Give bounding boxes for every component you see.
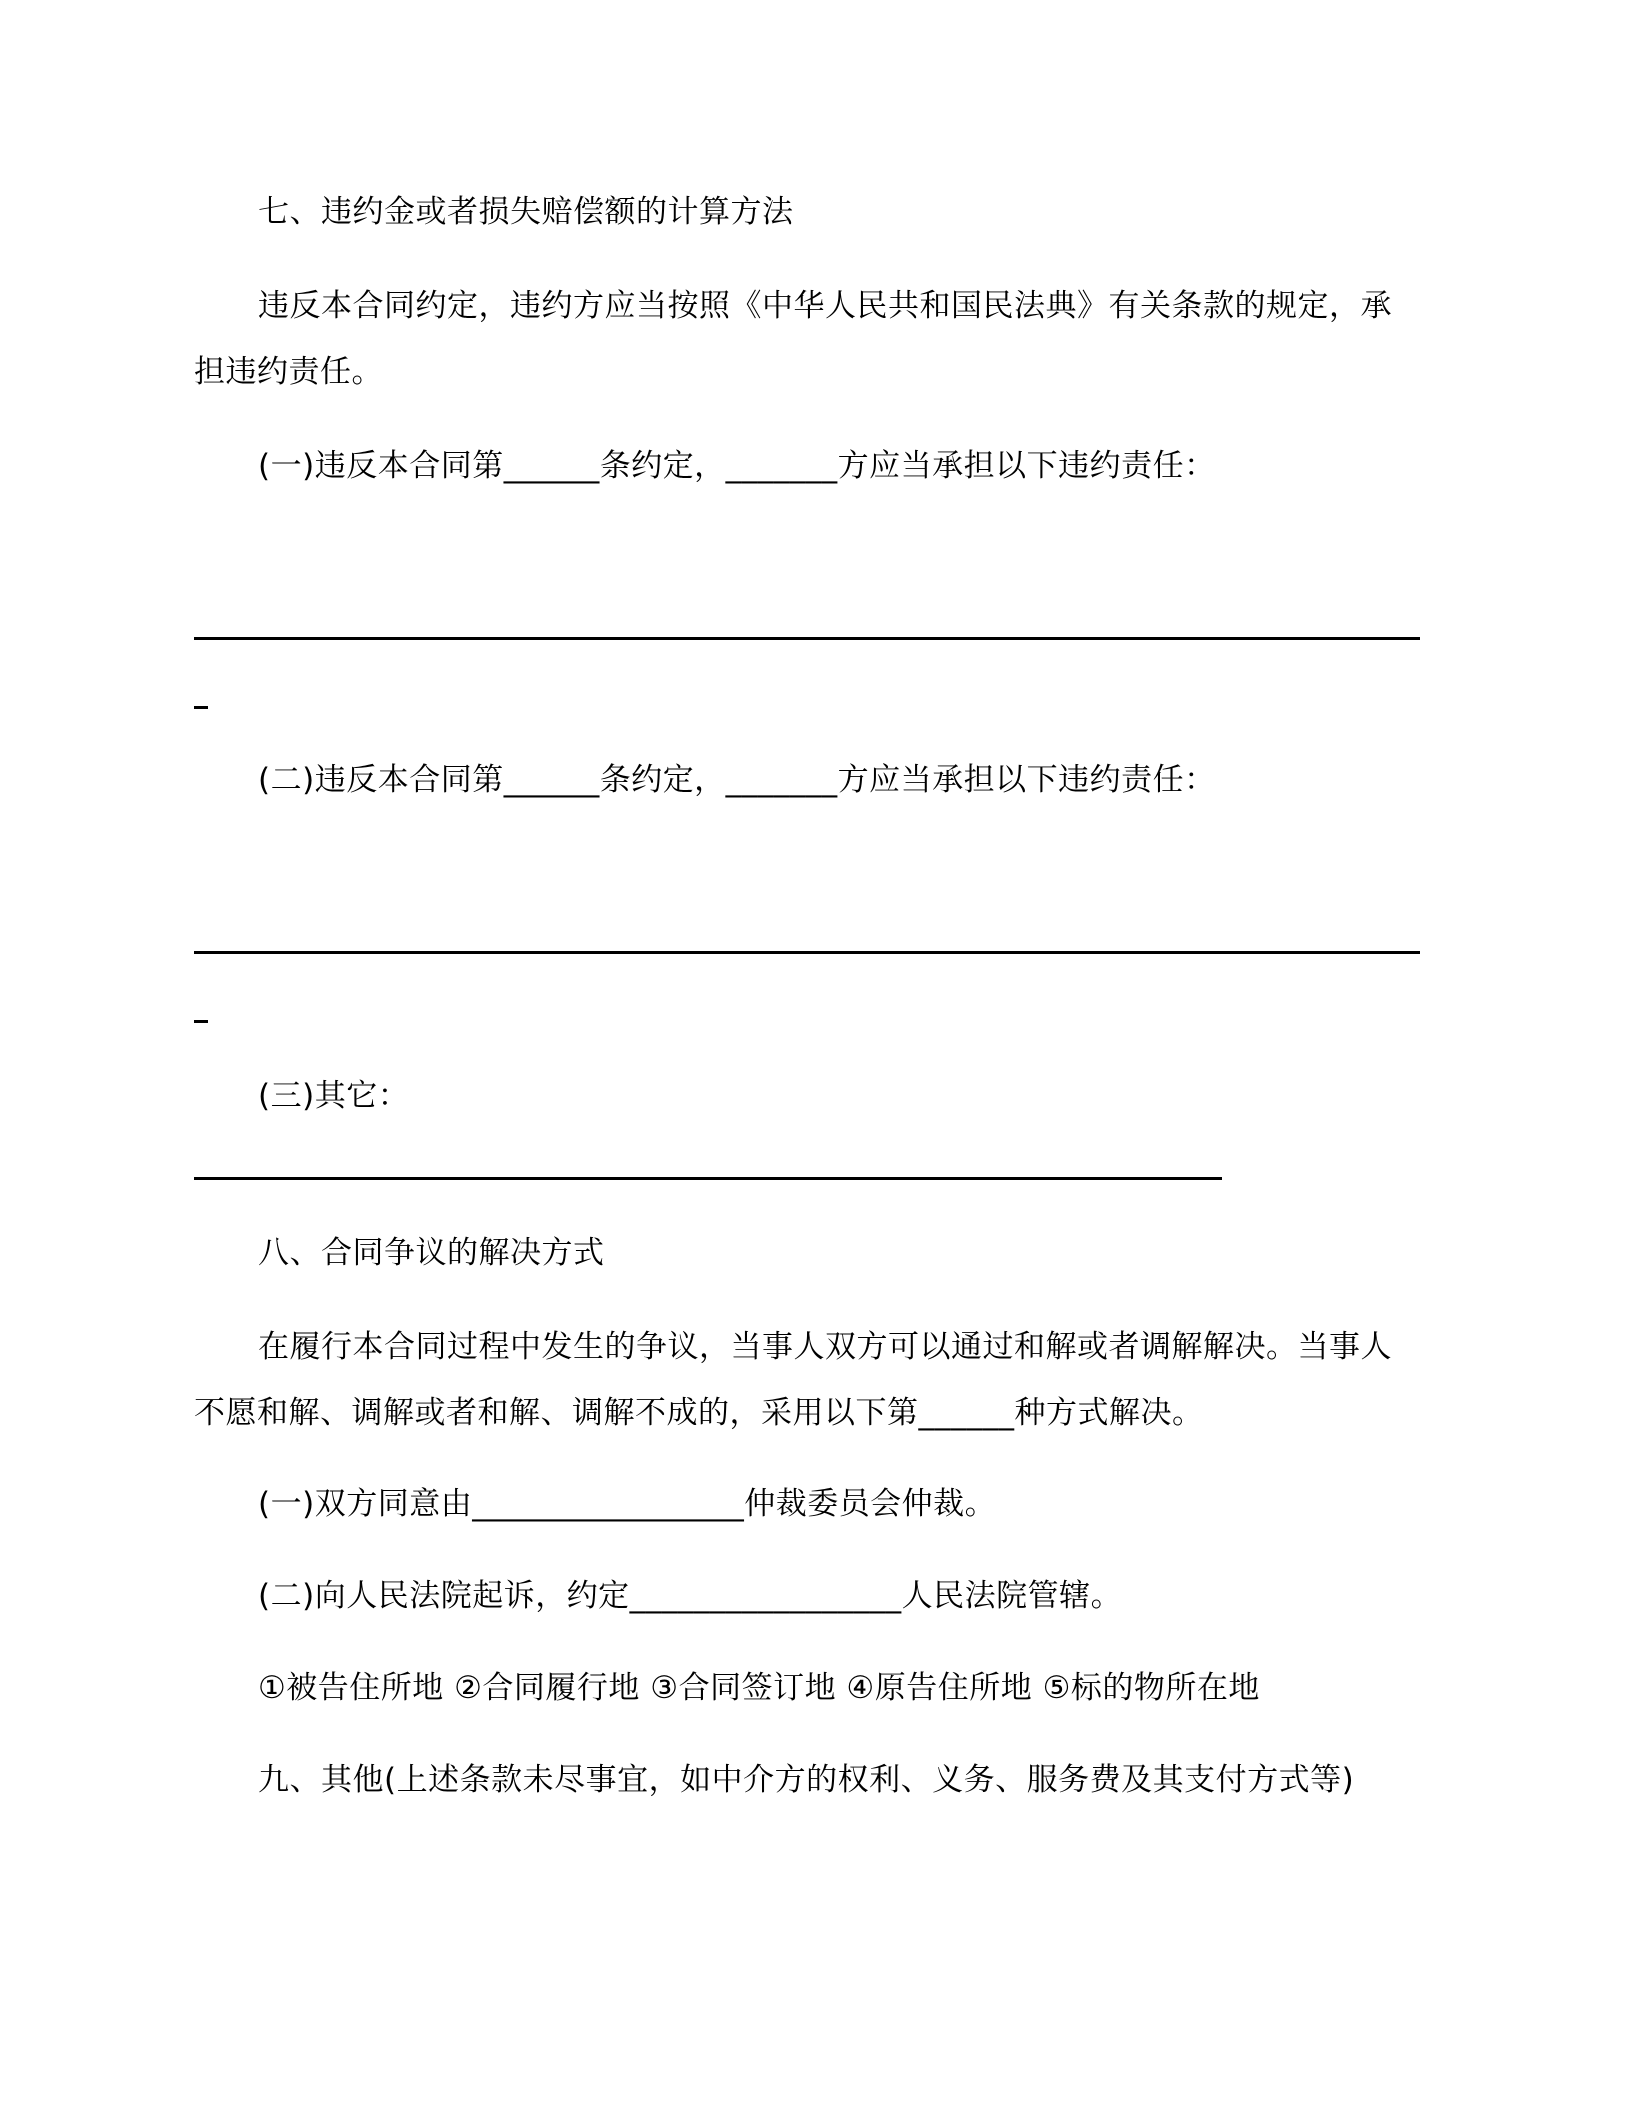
fill-in-line [194,1177,1222,1180]
fill-in-line [194,637,1420,640]
section-8-option-1: (一)双方同意由_________________仲裁委员会仲裁。 [258,1486,997,1522]
section-7-intro-line2: 担违约责任。 [194,354,383,390]
section-7-heading: 七、违约金或者损失赔偿额的计算方法 [258,194,794,230]
section-8-option-2: (二)向人民法院起诉，约定_________________人民法院管辖。 [258,1578,1123,1614]
section-7-intro-line1: 违反本合同约定，违约方应当按照《中华人民共和国民法典》有关条款的规定，承 [258,288,1392,324]
fill-in-line-end [194,1020,208,1023]
section-9-heading: 九、其他(上述条款未尽事宜，如中介方的权利、义务、服务费及其支付方式等) [258,1762,1355,1798]
section-7-item-3: (三)其它： [258,1078,410,1114]
fill-in-line-end [194,706,208,709]
section-7-item-1: (一)违反本合同第______条约定，_______方应当承担以下违约责任： [258,448,1216,484]
section-8-venue-options: ①被告住所地 ②合同履行地 ③合同签订地 ④原告住所地 ⑤标的物所在地 [258,1670,1260,1706]
section-7-item-2: (二)违反本合同第______条约定，_______方应当承担以下违约责任： [258,762,1216,798]
section-8-intro-line2: 不愿和解、调解或者和解、调解不成的，采用以下第______种方式解决。 [194,1395,1204,1431]
section-8-intro-line1: 在履行本合同过程中发生的争议，当事人双方可以通过和解或者调解解决。当事人 [258,1329,1392,1365]
section-8-heading: 八、合同争议的解决方式 [258,1235,605,1271]
fill-in-line [194,951,1420,954]
